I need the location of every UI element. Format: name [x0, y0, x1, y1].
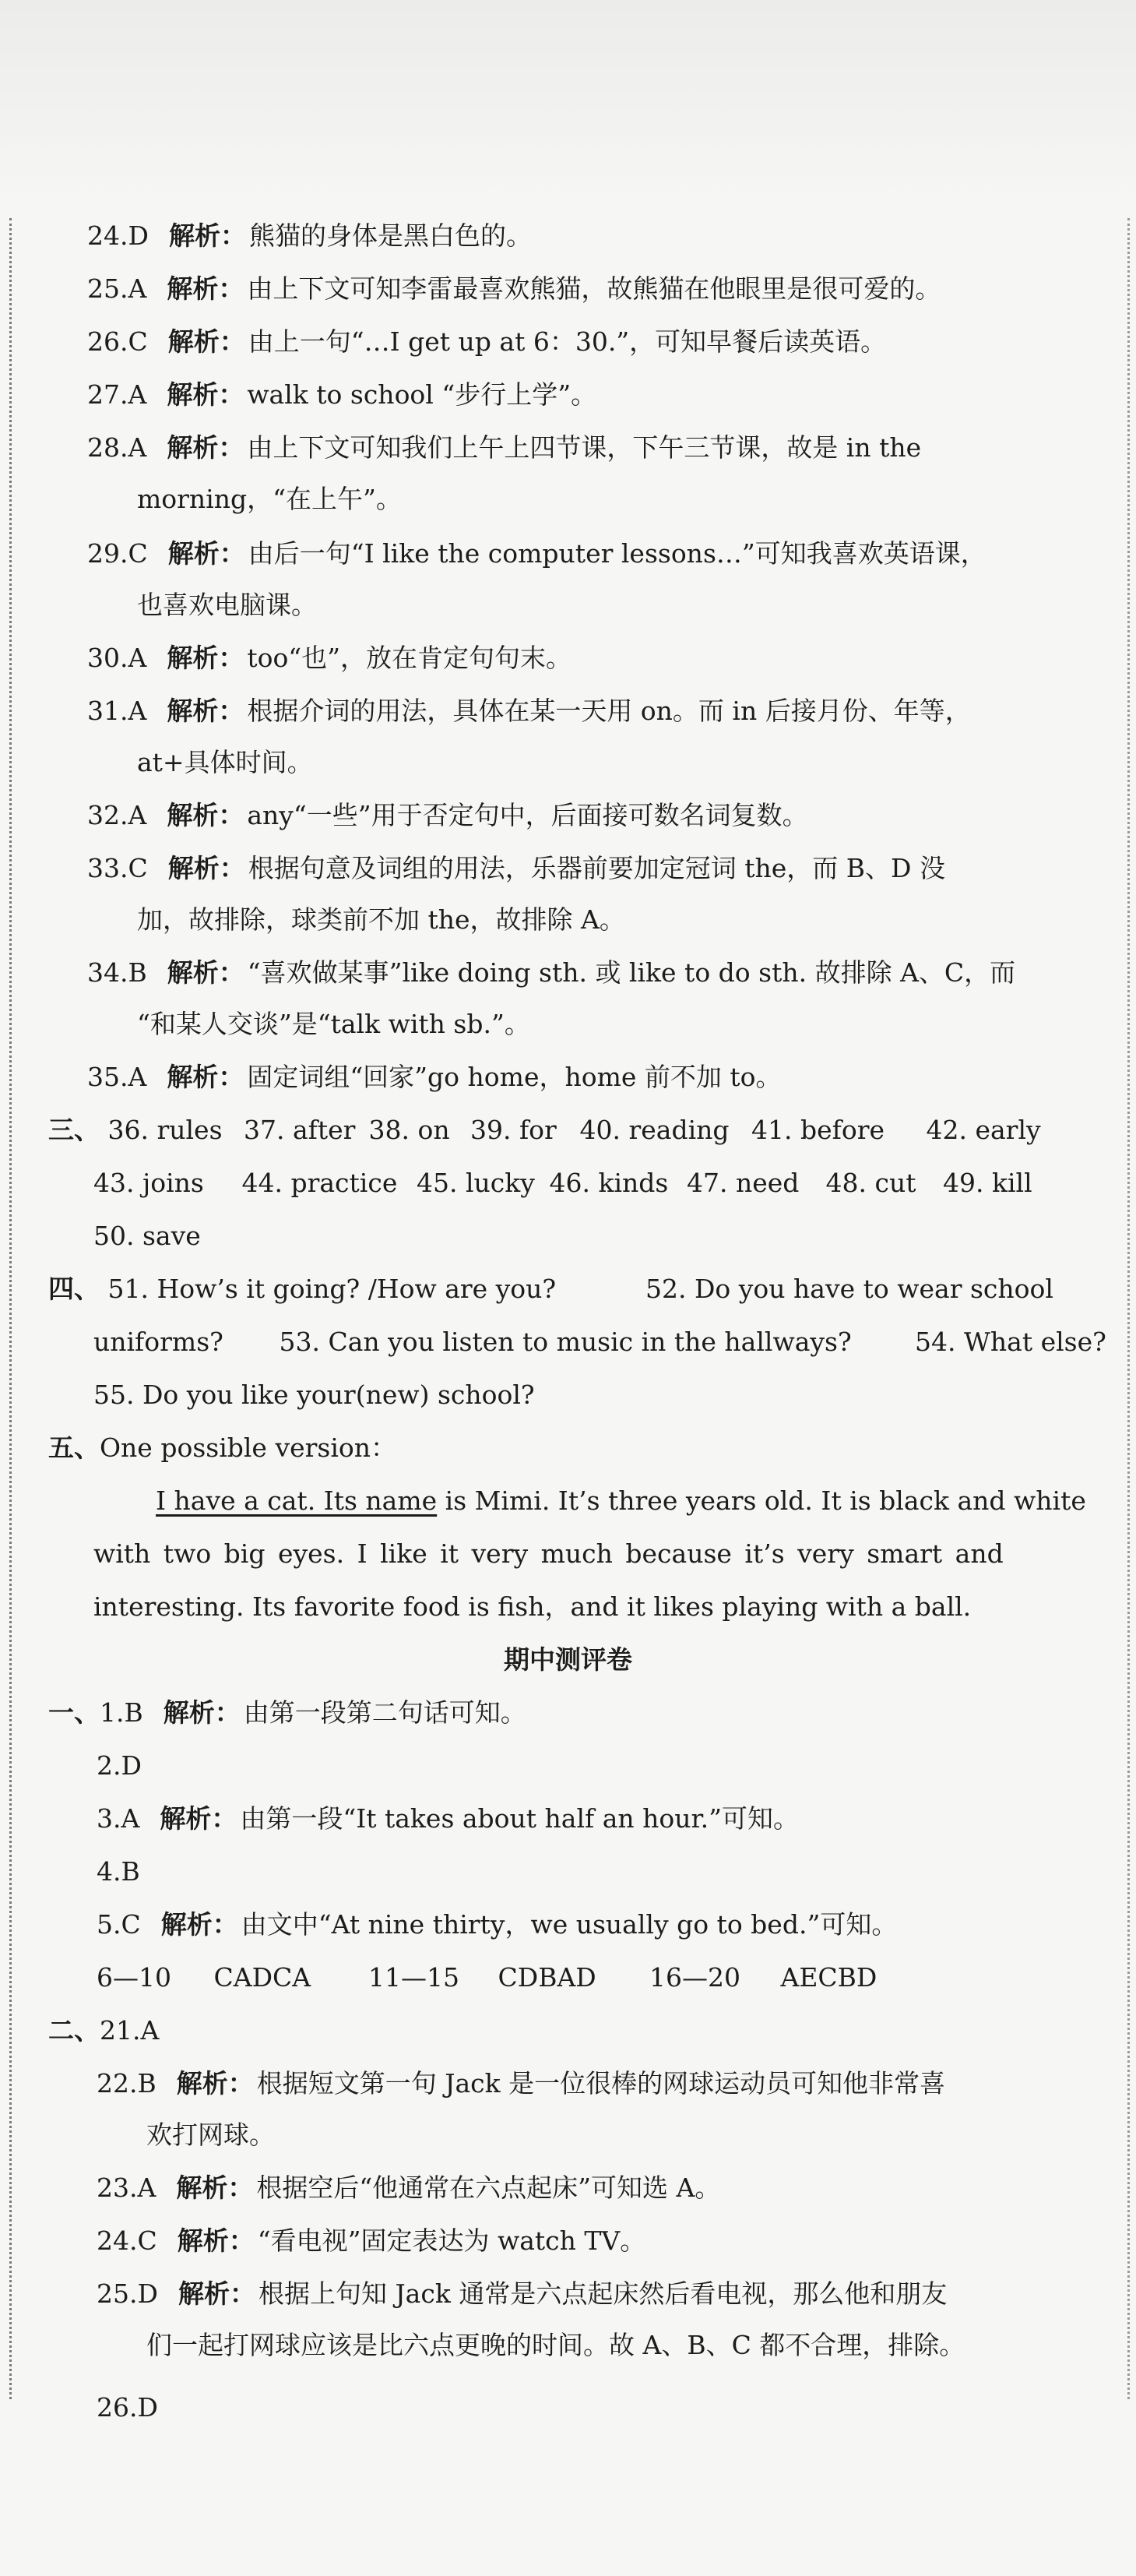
answer-item-continuation: 欢打网球。	[146, 2120, 275, 2150]
answer-item: 28.A 解析： 由上下文可知我们上午上四节课，下午三节课，故是 in the	[87, 432, 922, 463]
answer-item-continuation: 加，故排除，球类前不加 the，故排除 A。	[137, 904, 625, 935]
section-five-intro: 五、One possible version：	[48, 1432, 396, 1463]
answer-item: 25.A 解析： 由上下文可知李雷最喜欢熊猫，故熊猫在他眼里是很可爱的。	[87, 273, 941, 304]
mid-answer-item: 22.B 解析： 根据短文第一句 Jack 是一位很棒的网球运动员可知他非常喜	[97, 2068, 946, 2099]
essay-line: with two big eyes. I like it very much because it’s very smart and	[93, 1538, 1004, 1569]
answer-item-continuation: morning，“在上午”。	[137, 484, 402, 514]
left-dotted-border	[9, 218, 12, 2399]
mid-answer-item: 5.C 解析： 由文中“At nine thirty，we usually go to bed.”可知。	[97, 1909, 898, 1940]
answer-item: 30.A 解析： too“也”，放在肯定句句末。	[87, 643, 572, 673]
section-label: 一、	[48, 1697, 100, 1728]
midterm-title: 期中测评卷	[504, 1644, 632, 1675]
answer-item-continuation: 也喜欢电脑课。	[137, 590, 317, 620]
section-four-row: 55. Do you like your(new) school?	[93, 1380, 535, 1410]
section-label: 三、	[48, 1115, 100, 1145]
mid-range-row: 6—10 CADCA 11—15 CDBAD 16—20 AECBD	[97, 1962, 877, 1993]
answer-item-continuation: at+具体时间。	[137, 747, 313, 777]
answer-item: 27.A 解析： walk to school “步行上学”。	[87, 379, 597, 410]
section-label: 四、	[48, 1274, 100, 1304]
section-four-row: 四、 51. How’s it going? /How are you? 52. Do you have to wear school	[48, 1274, 1053, 1304]
essay-line: I have a cat. Its name is Mimi. It’s three years old. It is black and white	[156, 1485, 1086, 1516]
answer-item: 24.D 解析： 熊猫的身体是黑白色的。	[87, 220, 532, 251]
essay-line: interesting. Its favorite food is fish，and it likes playing with a ball.	[93, 1591, 972, 1622]
mid-answer-item: 25.D 解析： 根据上句知 Jack 通常是六点起床然后看电视，那么他和朋友	[97, 2278, 948, 2309]
section-label: 二、	[48, 2015, 100, 2046]
mid-answer-item: 23.A 解析： 根据空后“他通常在六点起床”可知选 A。	[97, 2173, 721, 2203]
mid-answer-item: 2.D	[97, 1750, 142, 1781]
mid-answer-item: 4.B	[97, 1856, 140, 1887]
answer-item: 34.B 解析： “喜欢做某事”like doing sth. 或 like to do sth. 故排除 A、C，而	[87, 957, 1016, 988]
mid-answer-item: 24.C 解析： “看电视”固定表达为 watch TV。	[97, 2225, 646, 2256]
right-dotted-border	[1127, 218, 1130, 2399]
top-blank-band	[0, 0, 1136, 203]
section-label: 五、	[48, 1432, 100, 1463]
answer-item-continuation: 们一起打网球应该是比六点更晚的时间。故 A、B、C 都不合理，排除。	[146, 2330, 965, 2360]
answer-item: 33.C 解析： 根据句意及词组的用法，乐器前要加定冠词 the，而 B、D 没	[87, 853, 945, 883]
answer-item: 35.A 解析： 固定词组“回家”go home，home 前不加 to。	[87, 1062, 782, 1092]
answer-item: 31.A 解析： 根据介词的用法，具体在某一天用 on。而 in 后接月份、年等，	[87, 696, 971, 726]
section-three-row: 50. save	[93, 1221, 201, 1251]
section-four-row: uniforms? 53. Can you listen to music in the hallways? 54. What else?	[93, 1327, 1106, 1357]
essay-underlined-phrase: I have a cat. Its name	[156, 1485, 438, 1516]
answer-item: 29.C 解析： 由后一句“I like the computer lessons…”可知我喜欢英语课，	[87, 538, 987, 569]
mid-answer-item: 26.D	[97, 2392, 158, 2423]
answer-item-continuation: “和某人交谈”是“talk with sb.”。	[137, 1009, 530, 1039]
answer-item: 26.C 解析： 由上一句“…I get up at 6：30.”，可知早餐后读英语。	[87, 326, 887, 357]
section-three-row: 43. joins 44. practice 45. lucky 46. kinds 47. need 48. cut 49. kill	[93, 1168, 1032, 1198]
mid-answer-item: 3.A 解析： 由第一段“It takes about half an hour.”可知。	[97, 1803, 800, 1834]
answer-item: 32.A 解析： any“一些”用于否定句中，后面接可数名词复数。	[87, 800, 808, 830]
section-three-row: 三、 36. rules 37. after 38. on 39. for 40. reading 41. before 42. early	[48, 1115, 1041, 1145]
mid-answer-item: 二、21.A	[48, 2015, 160, 2046]
mid-answer-item: 一、1.B 解析： 由第一段第二句话可知。	[48, 1697, 526, 1728]
